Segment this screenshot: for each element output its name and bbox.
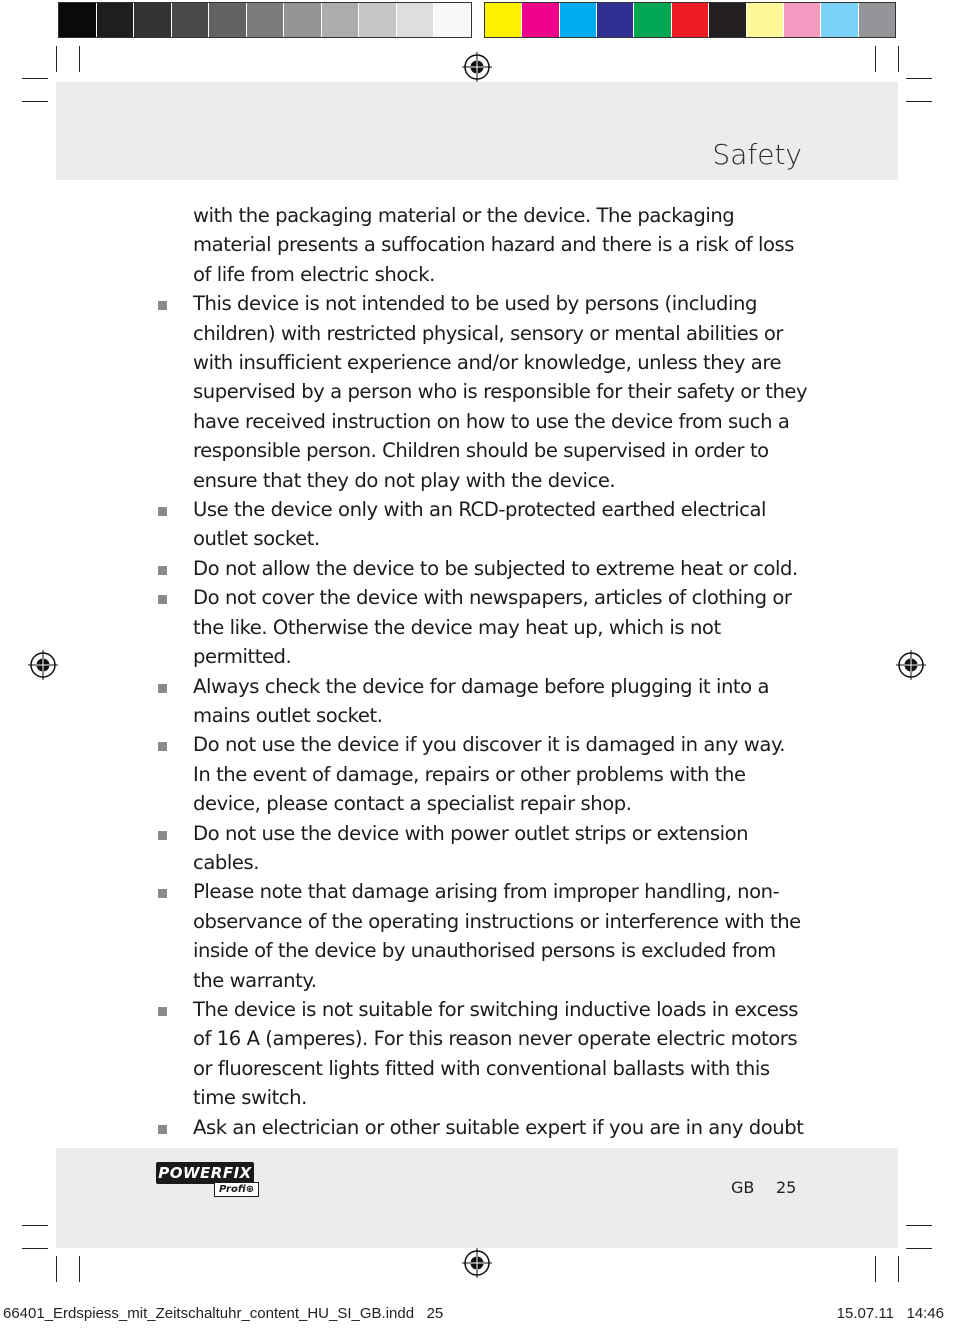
color-swatch — [597, 3, 634, 37]
continuation-paragraph: with the packaging material or the device. The packaging material presents a suffocation hazard and there is a risk of loss of life from electric shock. — [193, 204, 795, 286]
color-swatch — [522, 3, 559, 37]
safety-list-item — [158, 730, 808, 818]
gray-swatch — [172, 3, 210, 37]
crop-mark — [906, 101, 932, 102]
color-swatch — [784, 3, 821, 37]
square-bullet-icon — [158, 742, 167, 751]
crop-mark — [906, 1248, 932, 1249]
color-swatch — [672, 3, 709, 37]
crop-mark — [79, 1256, 80, 1282]
gray-swatch — [97, 3, 135, 37]
crop-mark — [22, 78, 48, 79]
safety-item-text: Ask an electrician or other suitable expert if you are in any doubt — [193, 1115, 804, 1139]
square-bullet-icon — [158, 566, 167, 575]
color-swatch — [747, 3, 784, 37]
registration-mark-icon — [462, 1248, 492, 1278]
color-swatch — [560, 3, 597, 37]
process-color-bar — [484, 2, 896, 38]
safety-item-text: Please note that damage arising from improper handling, non-observance of the operating instructions or interference with the inside of the device by unauthorised persons is excluded from the warranty. — [193, 880, 801, 992]
safety-item-text: Do not allow the device to be subjected to extreme heat or cold. — [193, 556, 798, 580]
crop-mark — [906, 1225, 932, 1226]
square-bullet-icon — [158, 1007, 167, 1016]
square-bullet-icon — [158, 684, 167, 693]
square-bullet-icon — [158, 507, 167, 516]
color-swatch — [859, 3, 895, 37]
safety-list-item — [158, 554, 808, 583]
page-title: Safety — [712, 138, 802, 171]
slug-date: 15.07.11 14:46 — [836, 1305, 944, 1322]
safety-item-text: The device is not suitable for switching inductive loads in excess of 16 A (amperes). For this reason never operate electric motors or fluorescent lights fitted with conventional ballasts with this time switch. — [193, 997, 799, 1110]
color-swatch — [485, 3, 522, 37]
crop-mark — [875, 1256, 876, 1282]
gray-swatch — [397, 3, 435, 37]
safety-list-item — [158, 495, 808, 554]
language-code: GB — [731, 1178, 755, 1197]
crop-mark — [906, 78, 932, 79]
gray-swatch — [359, 3, 397, 37]
gray-swatch — [284, 3, 322, 37]
square-bullet-icon — [158, 595, 167, 604]
logo-profi-badge: Profi⊕ — [214, 1182, 259, 1197]
safety-list-item — [158, 672, 808, 731]
crop-mark — [22, 1248, 48, 1249]
safety-list-item — [158, 583, 808, 671]
registration-mark-icon — [896, 650, 926, 680]
crop-mark — [875, 46, 876, 72]
square-bullet-icon — [158, 831, 167, 840]
crop-mark — [898, 1256, 899, 1282]
logo-wordmark: POWERFIX — [156, 1162, 254, 1184]
color-swatch — [634, 3, 671, 37]
crop-mark — [898, 46, 899, 72]
square-bullet-icon — [158, 889, 167, 898]
safety-item-text: Do not cover the device with newspapers, articles of clothing or the like. Otherwise the device may heat up, which is not permitted. — [193, 586, 792, 669]
square-bullet-icon — [158, 301, 167, 310]
gray-swatch — [59, 3, 97, 37]
safety-item-text: Do not use the device with power outlet strips or extension cables. — [193, 821, 749, 874]
safety-list-item — [158, 289, 808, 495]
safety-bullet-list — [158, 289, 808, 1171]
square-bullet-icon — [158, 1125, 167, 1134]
registration-mark-icon — [462, 52, 492, 82]
gray-swatch — [134, 3, 172, 37]
safety-list-item — [158, 877, 808, 995]
powerfix-logo — [156, 1162, 270, 1196]
gray-swatch — [247, 3, 285, 37]
safety-item-text: Do not use the device if you discover it is damaged in any way. In the event of damage, repairs or other problems with the device, please contact a specialist repair shop. — [193, 733, 786, 816]
crop-mark — [56, 46, 57, 72]
color-swatch — [821, 3, 858, 37]
page-number: 25 — [776, 1178, 797, 1197]
safety-list-item — [158, 819, 808, 878]
safety-item-text: This device is not intended to be used by persons (including children) with restricted physical, sensory or mental abilities or with insufficient experience and/or knowledge, unless they are supervised by a person who is responsible for their safety or they have received instruction on how to use the device from such a responsible person. Children should be supervised in order to ensure that they do not play with the device. — [193, 292, 808, 492]
crop-mark — [22, 1225, 48, 1226]
safety-item-text: Always check the device for damage before plugging it into a mains outlet socket. — [193, 674, 770, 727]
safety-item-text: Use the device only with an RCD-protected earthed electrical outlet socket. — [193, 498, 767, 551]
gray-swatch — [434, 3, 471, 37]
gray-swatch — [209, 3, 247, 37]
registration-mark-icon — [28, 650, 58, 680]
grayscale-color-bar — [58, 2, 472, 38]
crop-mark — [79, 46, 80, 72]
crop-mark — [56, 1256, 57, 1282]
safety-content — [158, 201, 808, 1171]
safety-list-item — [158, 995, 808, 1113]
crop-mark — [22, 101, 48, 102]
color-swatch — [709, 3, 746, 37]
slug-filename: 66401_Erdspiess_mit_Zeitschaltuhr_content_HU_SI_GB.indd 25 — [3, 1305, 444, 1322]
gray-swatch — [322, 3, 360, 37]
